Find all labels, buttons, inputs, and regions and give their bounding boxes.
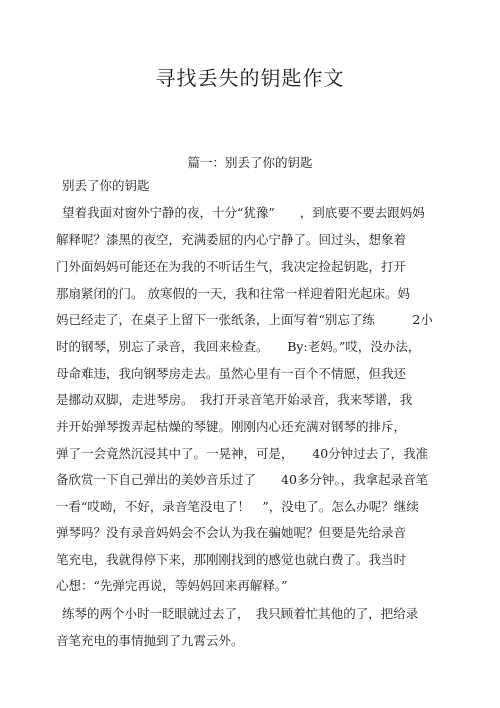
body-line: 练琴的两个小时一眨眼就过去了， 我只顾着忙其他的了，把给录 [62, 606, 419, 621]
body-line: 是挪动双脚，走进琴房。 我打开录音笔开始录音，我来琴谱，我 [56, 392, 413, 407]
body-line: 弹琴吗？没有录音妈妈会不会认为我在骗她呢？但要是先给录音 [56, 525, 407, 540]
body-line: 备欣赏一下自己弹出的美妙音乐过了 40多分钟。，我拿起录音笔 [56, 472, 429, 487]
body-line: 解释呢？漆黑的夜空，充满委屈的内心宁静了。回过头，想象着 [56, 232, 407, 247]
body-line: 并开始弹琴拨弄起枯燥的琴键。刚刚内心还充满对钢琴的排斥， [56, 419, 407, 434]
body-line: 心想：“先弹完再说，等妈妈回来再解释。” [56, 578, 288, 593]
body-line: 门外面妈妈可能还在为我的不听话生气，我决定捡起钥匙，打开 [56, 259, 407, 274]
body-line: 母命难违，我向钢琴房走去。虽然心里有一百个不情愿，但我还 [56, 366, 407, 381]
body-line: 那扇紧闭的门。 放寒假的一天，我和往常一样迎着阳光起床。妈 [56, 286, 410, 301]
body-line: 望着我面对窗外宁静的夜，十分“犹豫” ，到底要不要去跟妈妈 [62, 205, 425, 220]
chapter-heading: 篇一：别丢了你的钥匙 [187, 155, 313, 170]
body-line: 笔充电，我就得停下来，那刚刚找到的感觉也就白费了。我当时 [56, 552, 407, 567]
body-line: 别丢了你的钥匙 [62, 178, 150, 193]
essay-title: 寻找丢失的钥匙作文 [155, 66, 345, 90]
body-line: 音笔充电的事情抛到了九霄云外。 [56, 633, 244, 648]
body-line: 时的钢琴，别忘了录音，我回来检查。 By:老妈。”哎，没办法， [56, 339, 421, 354]
body-line: 妈已经走了，在桌子上留下一张纸条，上面写着“别忘了练 2小 [56, 312, 433, 327]
body-line: 一看“哎呦，不好，录音笔没电了！ ”，没电了。怎么办呢？继续 [56, 499, 419, 514]
body-line: 弹了一会竟然沉浸其中了。一晃神，可是， 40分钟过去了，我准 [56, 446, 429, 461]
